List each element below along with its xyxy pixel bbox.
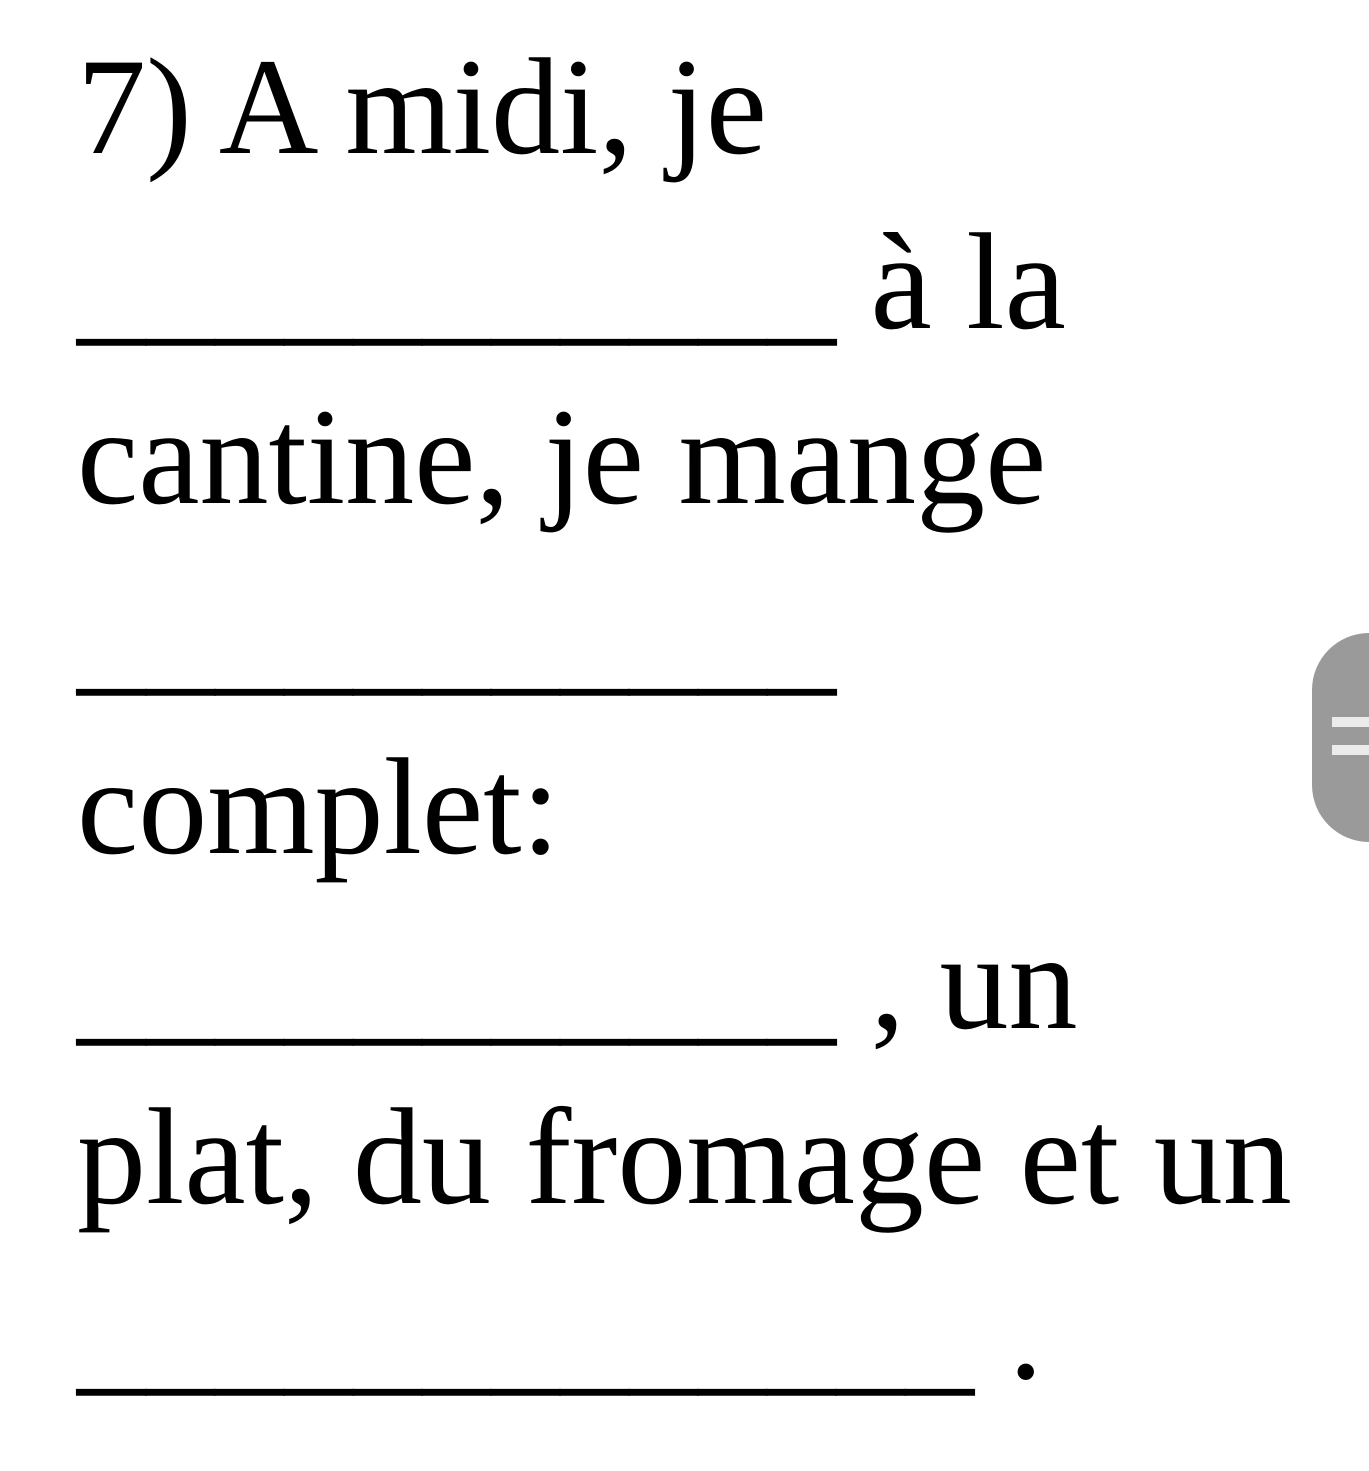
document-page [77, 19, 1292, 1419]
text-line: plat, du fromage et un [77, 1080, 1292, 1233]
grip-line [1332, 745, 1369, 755]
grip-line [1332, 717, 1369, 727]
grip-lines-icon [1312, 633, 1369, 842]
blank-line: ___________ [77, 555, 836, 708]
text-line: 7) A midi, je [77, 30, 767, 183]
scrollbar-drag-handle[interactable] [1312, 633, 1369, 842]
text-line-with-blank: ___________ , un [77, 905, 1078, 1058]
text-line: complet: [77, 730, 560, 883]
text-line-with-blank: ___________ à la [77, 205, 1066, 358]
text-line: cantine, je mange [77, 380, 1047, 533]
blank-line-with-period: _____________ . [77, 1255, 1043, 1408]
